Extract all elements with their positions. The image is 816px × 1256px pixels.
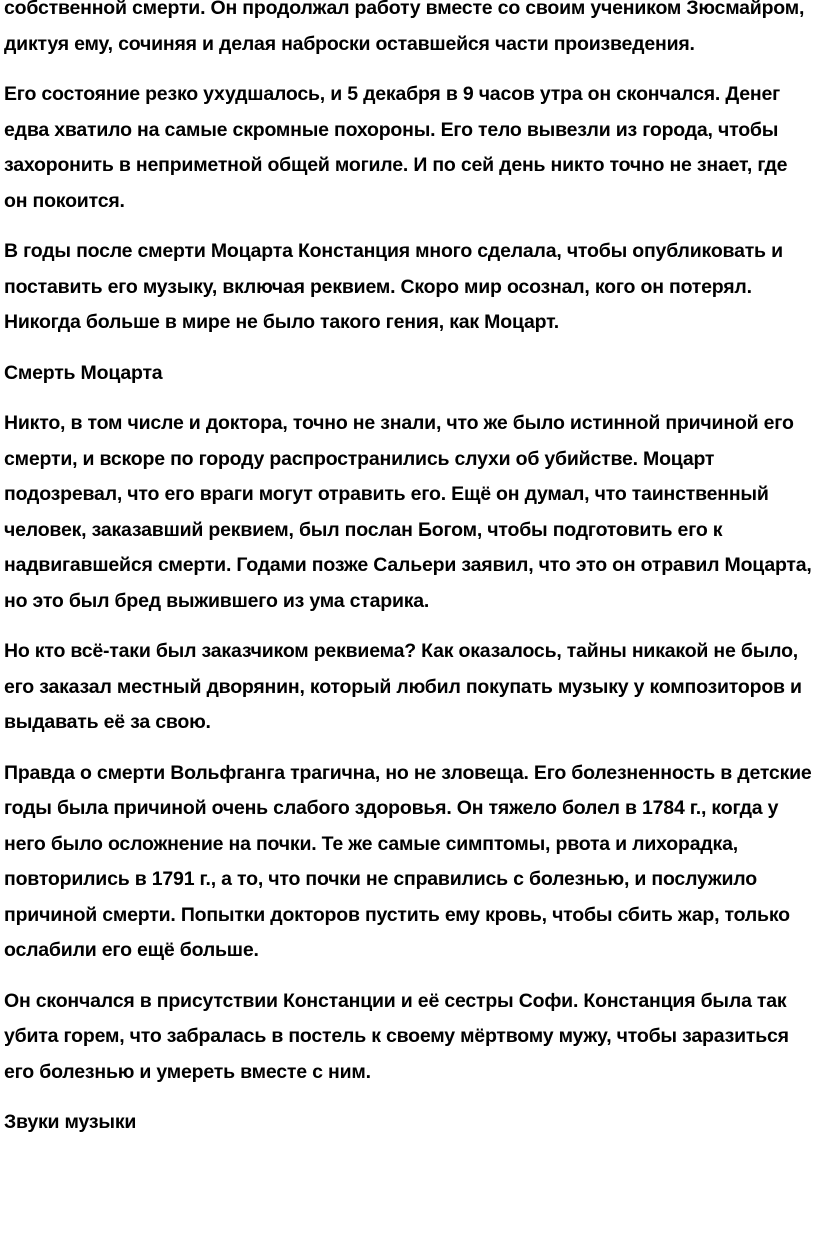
paragraph-cause-of-death: Правда о смерти Вольфганга трагична, но не зловеща. Его болезненность в детские годы была причиной очень слабого здоровья. Он тяжело болел в 1784 г., когда у него было осложнение на почки. Те же самые симптомы, рвота и лихорадка, повторились в 1791 г., а то, что почки не справились с болезнью, и послужило причиной смерти. Попытки докторов пустить ему кровь, чтобы сбить жар, только ослабили его ещё больше. [4, 761, 812, 961]
paragraph-constanze-legacy: В годы после смерти Моцарта Констанция много сделала, чтобы опубликовать и поставить его музыку, включая реквием. Скоро мир осознал, кого он потерял. Никогда больше в мире не было такого гения, как Моцарт. [4, 240, 783, 333]
paragraph-constanze-grief: Он скончался в присутствии Констанции и её сестры Софи. Констанция была так убита горем, что забралась в постель к своему мёртвому мужу, чтобы заразиться его болезнью и умереть вместе с ним. [4, 989, 789, 1083]
paragraph-death-and-burial: Его состояние резко ухудшалось, и 5 декабря в 9 часов утра он скончался. Денег едва хватило на самые скромные похороны. Его тело вывезли из города, чтобы захоронить в неприметной общей могиле. И по сей день никто точно не знает, где он покоится. [4, 83, 788, 212]
paragraph-requiem-customer: Но кто всё-таки был заказчиком реквиема? Как оказалось, тайны никакой не было, его заказал местный дворянин, который любил покупать музыку у композиторов и выдавать её за свою. [4, 640, 802, 733]
section-heading-sounds-of-music: Звуки музыки [4, 1111, 137, 1133]
paragraph-work-with-susmayr: собственной смерти. Он продолжал работу вместе со своим учеником Зюсмайром, диктуя ему, сочиняя и делая наброски оставшейся части произведения. [4, 0, 805, 55]
section-heading-mozart-death: Смерть Моцарта [4, 361, 163, 384]
paragraph-poisoning-rumors: Никто, в том числе и доктора, точно не знали, что же было истинной причиной его смерти, и вскоре по городу распространились слухи об убийстве. Моцарт подозревал, что его враги могут отравить его. Ещё он думал, что таинственный человек, заказавший реквием, был послан Богом, чтобы подготовить его к надвигавшейся смерти. Годами позже Сальери заявил, что это он отравил Моцарта, но это был бред выжившего из ума старика. [4, 412, 812, 612]
